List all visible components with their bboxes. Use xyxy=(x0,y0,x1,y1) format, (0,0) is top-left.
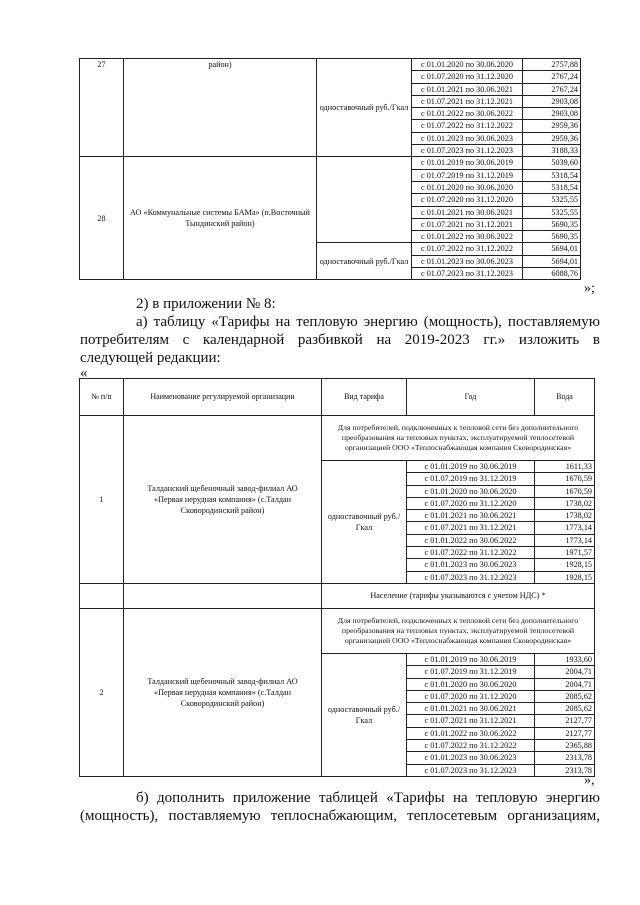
period-cell: с 01.07.2021 по 31.12.2021 xyxy=(407,715,535,727)
value-cell: 2313,78 xyxy=(535,764,595,776)
value-cell: 2767,24 xyxy=(523,83,581,95)
value-cell: 2767,24 xyxy=(523,71,581,83)
org-name: район) xyxy=(124,59,317,157)
period-cell: с 01.01.2022 по 30.06.2022 xyxy=(412,231,523,243)
value-cell: 1933,60 xyxy=(535,653,595,665)
period-cell: с 01.07.2019 по 31.12.2019 xyxy=(412,169,523,181)
row-number: 1 xyxy=(80,416,124,584)
period-cell: с 01.01.2023 по 30.06.2023 xyxy=(407,752,535,764)
period-cell: с 01.01.2020 по 30.06.2020 xyxy=(407,678,535,690)
value-cell: 2959,36 xyxy=(523,132,581,144)
para-a-line-3: следующей редакции: xyxy=(80,350,221,366)
period-cell: с 01.07.2023 по 31.12.2023 xyxy=(407,764,535,776)
tariff-table-appendix-8 xyxy=(79,378,595,777)
population-note: Население (тарифы указываются с учетом НДС) * xyxy=(322,583,595,608)
table-header-row xyxy=(80,379,595,416)
row-number: 2 xyxy=(80,608,124,776)
value-cell: 2004,71 xyxy=(535,666,595,678)
period-cell: с 01.07.2021 по 31.12.2021 xyxy=(412,95,523,107)
period-cell: с 01.07.2022 по 31.12.2022 xyxy=(412,243,523,255)
period-cell: с 01.01.2022 по 30.06.2022 xyxy=(407,727,535,739)
section-note: Для потребителей, подключенных к тепловой сети без дополнительного преобразования на тепловых пунктах, эксплуатируемой теплосетевой организацией ООО «Теплоснабжающая компания Сковородинская» xyxy=(322,608,595,653)
value-cell: 1773,14 xyxy=(535,522,595,534)
value-cell: 1611,33 xyxy=(535,461,595,473)
open-quote: « xyxy=(80,365,88,381)
tariff-type: одноставочный руб./Гкал xyxy=(322,653,407,776)
period-cell: с 01.01.2021 по 30.06.2021 xyxy=(412,206,523,218)
para-b-line-1: б) дополнить приложение таблицей «Тарифы на тепловую энергию xyxy=(136,790,600,806)
period-cell: с 01.01.2021 по 30.06.2021 xyxy=(407,703,535,715)
value-cell: 1773,14 xyxy=(535,534,595,546)
period-cell: с 01.07.2019 по 31.12.2019 xyxy=(407,473,535,485)
item-2-heading: 2) в приложении № 8: xyxy=(136,296,276,312)
period-cell: с 01.01.2020 по 30.06.2020 xyxy=(412,181,523,193)
row-number: 27 xyxy=(80,59,124,157)
value-cell: 5318,54 xyxy=(523,181,581,193)
value-cell: 2085,62 xyxy=(535,690,595,702)
value-cell: 5690,35 xyxy=(523,231,581,243)
value-cell: 2903,08 xyxy=(523,108,581,120)
org-name: Талданский щебеночный завод-филиал АО «Первая нерудная компания» (с.Талдан Сковородинский район) xyxy=(124,608,322,776)
value-cell: 1971,57 xyxy=(535,547,595,559)
value-cell: 2959,36 xyxy=(523,120,581,132)
org-name: АО «Коммунальные системы БАМа» (п.Восточный Тындинский район) xyxy=(124,157,317,280)
period-cell: с 01.01.2023 по 30.06.2023 xyxy=(412,132,523,144)
value-cell: 2127,77 xyxy=(535,727,595,739)
value-cell: 2085,62 xyxy=(535,703,595,715)
table-row xyxy=(80,59,581,71)
section-note: Для потребителей, подключенных к тепловой сети без дополнительного преобразования на тепловых пунктах, эксплуатируемой теплосетевой организацией ООО «Теплоснабжающая компания Сковородинская» xyxy=(322,416,595,461)
tariff-type-empty xyxy=(317,157,412,243)
value-cell: 5690,35 xyxy=(523,218,581,230)
value-cell: 5325,55 xyxy=(523,194,581,206)
period-cell: с 01.01.2021 по 30.06.2021 xyxy=(407,510,535,522)
value-cell: 1670,59 xyxy=(535,485,595,497)
header-year: Год xyxy=(407,379,535,416)
tariff-type: одноставочный руб./Гкал xyxy=(317,59,412,157)
header-num: № п/п xyxy=(80,379,124,416)
population-row xyxy=(80,583,595,608)
table2-close-mark: », xyxy=(584,773,595,788)
period-cell: с 01.01.2022 по 30.06.2022 xyxy=(407,534,535,546)
period-cell: с 01.07.2020 по 31.12.2020 xyxy=(407,497,535,509)
value-cell: 2127,77 xyxy=(535,715,595,727)
period-cell: с 01.07.2023 по 31.12.2023 xyxy=(412,145,523,157)
para-b-line-2: (мощность), поставляемую теплоснабжающим, теплосетевым организациям, xyxy=(80,808,600,824)
value-cell: 5325,55 xyxy=(523,206,581,218)
tariff-table-continuation xyxy=(79,58,581,280)
value-cell: 5039,60 xyxy=(523,157,581,169)
period-cell: с 01.01.2021 по 30.06.2021 xyxy=(412,83,523,95)
period-cell: с 01.01.2022 по 30.06.2022 xyxy=(412,108,523,120)
value-cell: 2903,08 xyxy=(523,95,581,107)
period-cell: с 01.01.2020 по 30.06.2020 xyxy=(407,485,535,497)
empty-cell xyxy=(124,583,322,608)
table-row xyxy=(80,157,581,169)
period-cell: с 01.01.2019 по 30.06.2019 xyxy=(412,157,523,169)
period-cell: с 01.01.2019 по 30.06.2019 xyxy=(407,653,535,665)
period-cell: с 01.07.2020 по 31.12.2020 xyxy=(412,71,523,83)
period-cell: с 01.01.2023 по 30.06.2023 xyxy=(412,255,523,267)
value-cell: 6088,76 xyxy=(523,268,581,280)
value-cell: 2004,71 xyxy=(535,678,595,690)
value-cell: 2313,78 xyxy=(535,752,595,764)
value-cell: 2757,88 xyxy=(523,59,581,71)
period-cell: с 01.07.2019 по 31.12.2019 xyxy=(407,666,535,678)
period-cell: с 01.07.2022 по 31.12.2022 xyxy=(407,547,535,559)
header-tariff-type: Вид тарифа xyxy=(322,379,407,416)
value-cell: 2365,88 xyxy=(535,740,595,752)
table1-end-mark: »; xyxy=(584,281,595,296)
org-name: Талданский щебеночный завод-филиал АО «Первая нерудная компания» (с.Талдан Сковородинский район) xyxy=(124,416,322,584)
para-a-line-2: потребителям с календарной разбивкой на 2019-2023 гг.» изложить в xyxy=(80,332,600,348)
value-cell: 5694,01 xyxy=(523,243,581,255)
period-cell: с 01.01.2023 по 30.06.2023 xyxy=(407,559,535,571)
period-cell: с 01.07.2022 по 31.12.2022 xyxy=(412,120,523,132)
tariff-type: одноставочный руб./Гкал xyxy=(317,243,412,280)
tariff-type: одноставочный руб./Гкал xyxy=(322,461,407,584)
value-cell: 1928,15 xyxy=(535,559,595,571)
row-number: 28 xyxy=(80,157,124,280)
value-cell: 5318,54 xyxy=(523,169,581,181)
value-cell: 5694,01 xyxy=(523,255,581,267)
period-cell: с 01.01.2019 по 30.06.2019 xyxy=(407,461,535,473)
value-cell: 3188,33 xyxy=(523,145,581,157)
period-cell: с 01.07.2021 по 31.12.2021 xyxy=(407,522,535,534)
period-cell: с 01.07.2020 по 31.12.2020 xyxy=(407,690,535,702)
period-cell: с 01.07.2023 по 31.12.2023 xyxy=(412,268,523,280)
period-cell: с 01.07.2021 по 31.12.2021 xyxy=(412,218,523,230)
header-org: Наименование регулируемой организации xyxy=(124,379,322,416)
period-cell: с 01.07.2022 по 31.12.2022 xyxy=(407,740,535,752)
value-cell: 1738,02 xyxy=(535,497,595,509)
para-a-line-1: а) таблицу «Тарифы на тепловую энергию (мощность), поставляемую xyxy=(136,314,600,330)
period-cell: с 01.07.2020 по 31.12.2020 xyxy=(412,194,523,206)
section-note-row xyxy=(80,416,595,461)
empty-cell xyxy=(80,583,124,608)
value-cell: 1928,15 xyxy=(535,571,595,583)
period-cell: с 01.07.2023 по 31.12.2023 xyxy=(407,571,535,583)
header-water: Вода xyxy=(535,379,595,416)
value-cell: 1670,59 xyxy=(535,473,595,485)
section-note-row xyxy=(80,608,595,653)
value-cell: 1738,02 xyxy=(535,510,595,522)
period-cell: с 01.01.2020 по 30.06.2020 xyxy=(412,59,523,71)
